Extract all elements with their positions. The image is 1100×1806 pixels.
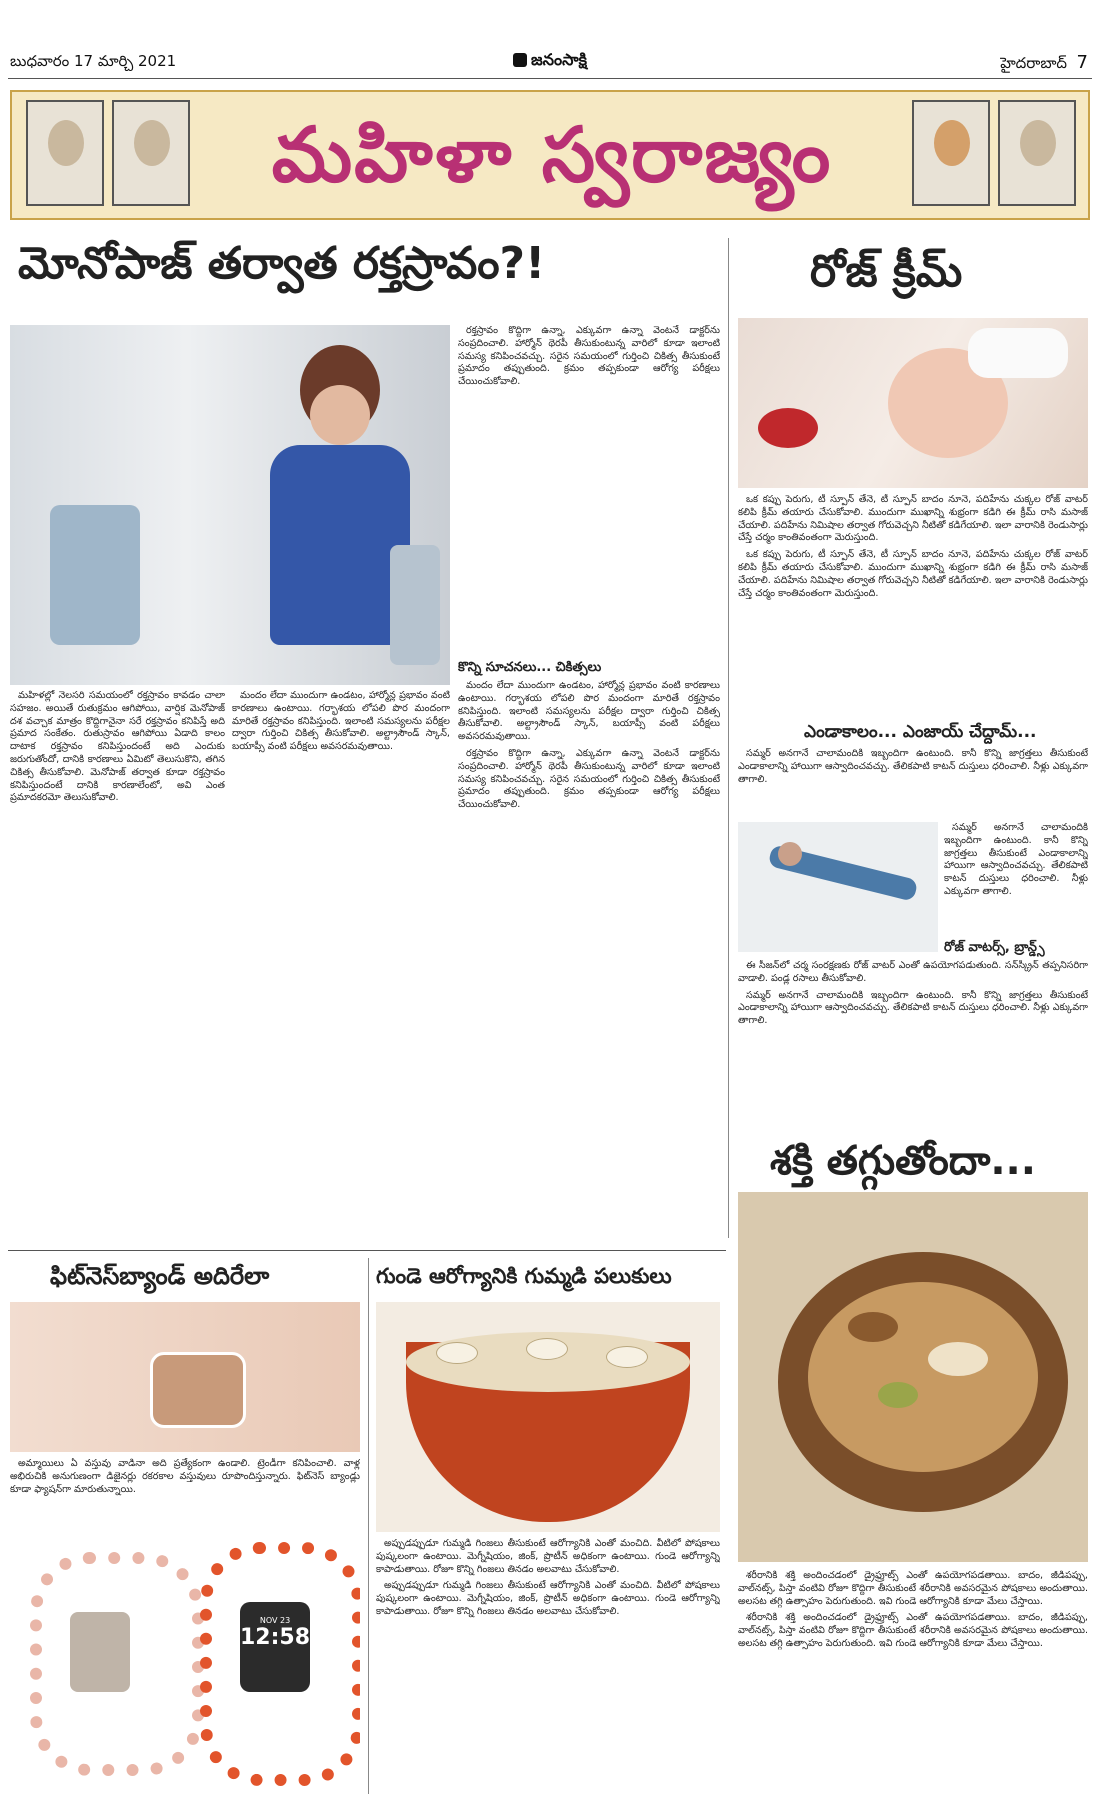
watch-time: 12:58 (240, 1625, 311, 1650)
bottom-rule (8, 1250, 726, 1251)
column-rule-bottom (368, 1258, 369, 1794)
pumpkin-headline: గుండె ఆరోగ్యానికి గుమ్మడి పలుకులు (376, 1264, 672, 1288)
summer-subhead: రోజ్ వాటర్స్, బ్రాన్డ్స్ (944, 940, 1045, 955)
fitness-body: అమ్మాయిలు ఏ వస్తువు వాడినా అది ప్రత్యేకంగా ఉండాలి. ట్రెండీగా కనిపించాలి. వాళ్ల అభిరుచికి అనుగుణంగా డిజైనర్లు రకరకాల వస్తువులు రూపొందిస్తున్నారు. ఫిట్‌నెస్ బ్యాండ్లు కూడా ఫ్యాషన్‌గా మారుతున్నాయి. (10, 1458, 360, 1495)
banner-portrait-3 (912, 100, 990, 206)
watch-date: NOV 23 (259, 1616, 291, 1625)
paper-name: జనంసాక్షి (531, 50, 587, 69)
header-rule (8, 78, 1092, 79)
page-number: 7 (1076, 52, 1088, 73)
pumpkin-photo (376, 1302, 720, 1532)
summer-headline: ఎండాకాలం... ఎంజాయ్ చేద్దామ్... (804, 722, 1037, 742)
column-rule (728, 238, 729, 1238)
summer-body-2: ఈ సీజన్‌లో చర్మ సంరక్షణకు రోజ్ వాటర్ ఎంతో ఉపయోగపడుతుంది. సన్‌స్క్రీన్ తప్పనిసరిగా వాడాలి. పండ్ల రసాలు తీసుకోవాలి. సమ్మర్ అనగానే చాలామందికి ఇబ్బందిగా ఉంటుంది. కానీ కొన్ని జాగ్రత్తలు తీసుకుంటే ఎండాకాలాన్ని హాయిగా ఆస్వాదించవచ్చు. తేలికపాటి కాటన్ దుస్తులు ధరించాలి. నీళ్లు ఎక్కువగా తాగాలి. (738, 960, 1088, 1027)
menopause-headline: మోనోపాజ్ తర్వాత రక్తస్రావం?! (18, 238, 546, 289)
paper-masthead (0, 50, 1100, 73)
menopause-body-left: మహిళల్లో నెలసరి సమయంలో రక్తస్రావం కావడం చాలా సహజం. అయితే రుతుక్రమం ఆగిపోయి, వార్షిక మెనోపాజ్ దశ వచ్చాక మాత్రం కొద్దిగానైనా సరే రక్తస్రావం కనిపిస్తే అది ప్రమాద సంకేతం. రుతుస్రావం ఆగిపోయి ఏడాది కాలం దాటాక రక్తస్రావం కనిపిస్తుందంటే అది ఎందుకు జరుగుతోందో, దానికి కారణాలు ఏమిటో తెలుసుకొని, తగిన చికిత్స తీసుకోవాలి. మెనోపాజ్ తర్వాత కూడా రక్తస్రావం కనిపిస్తుందంటే దానికి కారణాలేంటో, అవి ఎంత ప్రమాదకరమో తెలుసుకోవాలి. (10, 690, 225, 804)
city-name: హైదరాబాద్ (1000, 54, 1067, 72)
summer-photo (738, 822, 938, 952)
fitness-photo-watches (10, 1532, 360, 1792)
issue-date: బుధవారం 17 మార్చి 2021 (10, 52, 177, 70)
menopause-body-right-2: మందం లేదా ముందుగా ఉండటం, హార్మోన్ల ప్రభావం వంటి కారణాలు ఉంటాయి. గర్భాశయ లోపలి పొర మందంగా మారితే రక్తస్రావం కనిపిస్తుంది. ఇలాంటి సమస్యలను పరీక్షల ద్వారా గుర్తించి చికిత్స తీసుకోవాలి. అల్ట్రాసౌండ్ స్కాన్, బయాప్సీ వంటి పరీక్షలు అవసరమవుతాయి. రక్తస్రావం కొద్దిగా ఉన్నా, ఎక్కువగా ఉన్నా వెంటనే డాక్టర్‌ను సంప్రదించాలి. హార్మోన్ థెరపీ తీసుకుంటున్న వారిలో కూడా ఇలాంటి సమస్య కనిపించవచ్చు. సరైన సమయంలో గుర్తించి చికిత్స తీసుకుంటే ప్రమాదం తప్పుతుంది. క్రమం తప్పకుండా ఆరోగ్య పరీక్షలు చేయించుకోవాలి. (458, 680, 720, 811)
banner-portrait-4 (998, 100, 1076, 206)
pumpkin-body: అప్పుడప్పుడూ గుమ్మడి గింజలు తీసుకుంటే ఆరోగ్యానికి ఎంతో మంచిది. వీటిలో పోషకాలు పుష్కలంగా ఉంటాయి. మెగ్నీషియం, జింక్, ప్రొటీన్ అధికంగా ఉంటాయి. గుండె ఆరోగ్యాన్ని కాపాడుతాయి. రోజూ కొన్ని గింజలు తినడం అలవాటు చేసుకోవాలి. అప్పుడప్పుడూ గుమ్మడి గింజలు తీసుకుంటే ఆరోగ్యానికి ఎంతో మంచిది. వీటిలో పోషకాలు పుష్కలంగా ఉంటాయి. మెగ్నీషియం, జింక్, ప్రొటీన్ అధికంగా ఉంటాయి. గుండె ఆరోగ్యాన్ని కాపాడుతాయి. రోజూ కొన్ని గింజలు తినడం అలవాటు చేసుకోవాలి. (376, 1538, 720, 1617)
menopause-photo (10, 325, 450, 685)
menopause-body-right: రక్తస్రావం కొద్దిగా ఉన్నా, ఎక్కువగా ఉన్నా వెంటనే డాక్టర్‌ను సంప్రదించాలి. హార్మోన్ థెరపీ తీసుకుంటున్న వారిలో కూడా ఇలాంటి సమస్య కనిపించవచ్చు. సరైన సమయంలో గుర్తించి చికిత్స తీసుకుంటే ప్రమాదం తప్పుతుంది. క్రమం తప్పకుండా ఆరోగ్య పరీక్షలు చేయించుకోవాలి. (458, 325, 720, 388)
menopause-subhead: కొన్ని సూచనలు... చికిత్సలు (458, 660, 602, 675)
banner-portrait-1 (26, 100, 104, 206)
fitness-photo-wrist (10, 1302, 360, 1452)
nuts-photo (738, 1192, 1088, 1562)
rose-photo (738, 318, 1088, 488)
banner-portrait-2 (112, 100, 190, 206)
menopause-body-mid: మందం లేదా ముందుగా ఉండటం, హార్మోన్ల ప్రభావం వంటి కారణాలు ఉంటాయి. గర్భాశయ లోపలి పొర మందంగా మారితే రక్తస్రావం కనిపిస్తుంది. ఇలాంటి సమస్యలను పరీక్షల ద్వారా గుర్తించి చికిత్స తీసుకోవాలి. అల్ట్రాసౌండ్ స్కాన్, బయాప్సీ వంటి పరీక్షలు అవసరమవుతాయి. (232, 690, 450, 753)
city-page (1000, 52, 1088, 76)
rose-body: ఒక కప్పు పెరుగు, టీ స్పూన్ తేనె, టీ స్పూన్ బాదం నూనె, పదిహేను చుక్కల రోజ్ వాటర్ కలిపి క్రీమ్ తయారు చేసుకోవాలి. ముందుగా ముఖాన్ని శుభ్రంగా కడిగి ఈ క్రీమ్ రాసి మసాజ్ చేయాలి. పదిహేను నిమిషాల తర్వాత గోరువెచ్చని నీటితో కడిగేయాలి. ఇలా వారానికి రెండుసార్లు చేస్తే చర్మం కాంతివంతంగా మెరుస్తుంది. ఒక కప్పు పెరుగు, టీ స్పూన్ తేనె, టీ స్పూన్ బాదం నూనె, పదిహేను చుక్కల రోజ్ వాటర్ కలిపి క్రీమ్ తయారు చేసుకోవాలి. ముందుగా ముఖాన్ని శుభ్రంగా కడిగి ఈ క్రీమ్ రాసి మసాజ్ చేయాలి. పదిహేను నిమిషాల తర్వాత గోరువెచ్చని నీటితో కడిగేయాలి. ఇలా వారానికి రెండుసార్లు చేస్తే చర్మం కాంతివంతంగా మెరుస్తుంది. (738, 494, 1088, 599)
banner-title: మహిళా స్వరాజ్యం (271, 110, 833, 199)
summer-body: సమ్మర్ అనగానే చాలామందికి ఇబ్బందిగా ఉంటుంది. కానీ కొన్ని జాగ్రత్తలు తీసుకుంటే ఎండాకాలాన్ని హాయిగా ఆస్వాదించవచ్చు. తేలికపాటి కాటన్ దుస్తులు ధరించాలి. నీళ్లు ఎక్కువగా తాగాలి. (738, 748, 1088, 785)
section-banner (10, 90, 1090, 220)
energy-body: శరీరానికి శక్తి అందించడంలో డ్రైఫ్రూట్స్ ఎంతో ఉపయోగపడతాయి. బాదం, జీడిపప్పు, వాల్‌నట్స్, పిస్తా వంటివి రోజూ కొద్దిగా తీసుకుంటే శరీరానికి అవసరమైన పోషకాలు అందుతాయి. అలసట తగ్గి ఉత్సాహం పెరుగుతుంది. ఇవి గుండె ఆరోగ్యానికి కూడా మేలు చేస్తాయి. శరీరానికి శక్తి అందించడంలో డ్రైఫ్రూట్స్ ఎంతో ఉపయోగపడతాయి. బాదం, జీడిపప్పు, వాల్‌నట్స్, పిస్తా వంటివి రోజూ కొద్దిగా తీసుకుంటే శరీరానికి అవసరమైన పోషకాలు అందుతాయి. అలసట తగ్గి ఉత్సాహం పెరుగుతుంది. ఇవి గుండె ఆరోగ్యానికి కూడా మేలు చేస్తాయి. (738, 1570, 1088, 1649)
summer-body-side: సమ్మర్ అనగానే చాలామందికి ఇబ్బందిగా ఉంటుంది. కానీ కొన్ని జాగ్రత్తలు తీసుకుంటే ఎండాకాలాన్ని హాయిగా ఆస్వాదించవచ్చు. తేలికపాటి కాటన్ దుస్తులు ధరించాలి. నీళ్లు ఎక్కువగా తాగాలి. (944, 822, 1088, 897)
fitness-headline: ఫిట్‌నెస్‌బ్యాండ్ అదిరేలా (50, 1262, 270, 1290)
rose-headline: రోజ్ క్రీమ్ (810, 246, 963, 297)
energy-headline: శక్తి తగ్గుతోందా... (770, 1138, 1036, 1184)
paper-logo-icon (513, 53, 527, 67)
